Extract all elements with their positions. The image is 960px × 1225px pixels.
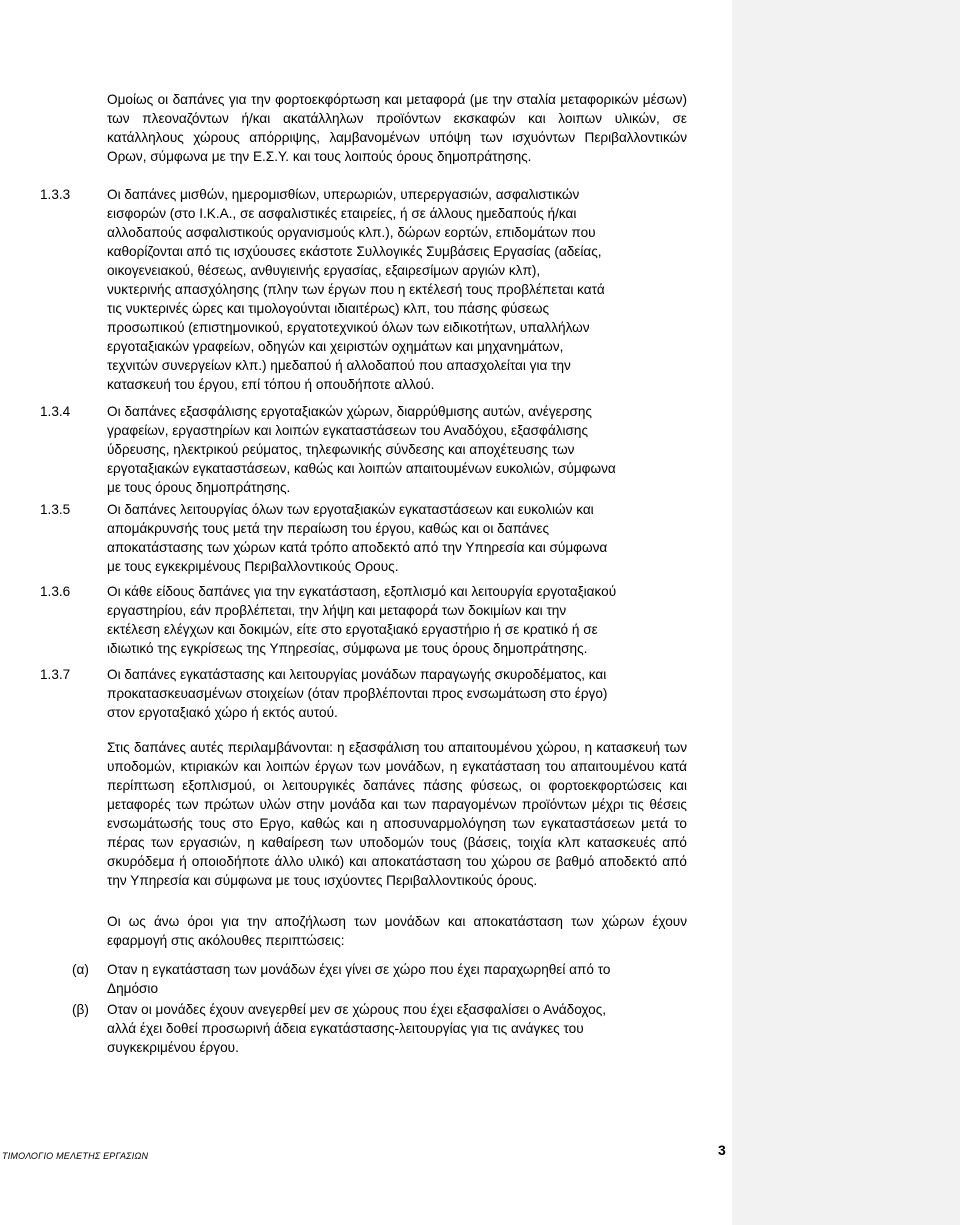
text-line: αλλοδαπούς ασφαλιστικούς οργανισμούς κλπ.), δώρων εορτών, επιδομάτων που <box>107 225 596 240</box>
text-line: Οι δαπάνες εξασφάλισης εργοταξιακών χώρων, διαρρύθμισης αυτών, ανέγερσης <box>107 404 592 419</box>
item-number: 1.3.6 <box>40 584 71 599</box>
terms-paragraph: Οι ως άνω όροι για την αποζήλωση των μονάδων και αποκατάσταση των χώρων έχουν εφαρμογή στις ακόλουθες περιπτώσεις: <box>107 914 687 948</box>
text-line: καθορίζονται από τις ισχύουσες εκάστοτε Συλλογικές Συμβάσεις Εργασίας (αδείας, <box>107 244 602 259</box>
list-item-1-3-6 <box>107 582 687 658</box>
text-line: τις νυκτερινές ώρες και τιμολογούνται ιδιαιτέρως) κλπ, του πάσης φύσεως <box>107 301 550 316</box>
page-number: 3 <box>718 1142 726 1158</box>
text-line: απομάκρυνσής τους μετά την περαίωση του έργου, καθώς και οι δαπάνες <box>107 521 550 536</box>
text-line: προσωπικού (επιστημονικού, εργατοτεχνικού όλων των ειδικοτήτων, υπαλλήλων <box>107 320 590 335</box>
comment-margin-pane <box>732 0 960 1225</box>
item-number: 1.3.3 <box>40 187 71 202</box>
text-line: αλλά έχει δοθεί προσωρινή άδεια εγκατάστασης-λειτουργίας για τις ανάγκες του <box>107 1021 584 1036</box>
text-line: συγκεκριμένου έργου. <box>107 1040 239 1055</box>
list-item-1-3-4 <box>107 402 687 497</box>
text-line: νυκτερινής απασχόλησης (πλην των έργων που η εκτέλεσή τους προβλέπεται κατά <box>107 282 605 297</box>
text-line: αποκατάστασης των χώρων κατά τρόπο αποδεκτό από την Υπηρεσία και σύμφωνα <box>107 540 608 555</box>
text-line: οικογενειακού, θέσεως, ανθυγιεινής εργασίας, εξαιρεσίμων αργιών κλπ), <box>107 263 541 278</box>
text-line: προκατασκευασμένων στοιχείων (όταν προβλέπονται προς ενσωμάτωση στο έργο) <box>107 686 608 701</box>
footer-title: ΤΙΜΟΛΟΓΙΟ ΜΕΛΕΤΗΣ ΕΡΓΑΣΙΩΝ <box>2 1151 149 1161</box>
case-beta <box>107 1000 687 1057</box>
text-line: Οταν η εγκατάσταση των μονάδων έχει γίνει σε χώρο που έχει παραχωρηθεί από το <box>107 962 611 977</box>
text-line: εργαστηρίου, εάν προβλέπεται, την λήψη και μεταφορά των δοκιμίων και την <box>107 603 567 618</box>
list-item-1-3-7 <box>107 665 687 722</box>
text-line: Οι δαπάνες μισθών, ημερομισθίων, υπερωριών, υπερεργασιών, ασφαλιστικών <box>107 187 580 202</box>
text-line: Οι δαπάνες εγκατάστασης και λειτουργίας μονάδων παραγωγής σκυροδέματος, και <box>107 667 607 682</box>
text-line: στον εργοταξιακό χώρο ή εκτός αυτού. <box>107 705 338 720</box>
item-number: 1.3.7 <box>40 667 71 682</box>
item-number: 1.3.5 <box>40 502 71 517</box>
intro-paragraph: Ομοίως οι δαπάνες για την φορτοεκφόρτωση και μεταφορά (με την σταλία μεταφορικών μέσων) των πλεοναζόντων ή/και ακατάλληλων προϊόντων εκσκαφών και λοιπων υλικών, σε κατάλληλους χώρους απόρριψης, λαμβανομένων υπόψη των ισχυόντων Περιβαλλοντικών Ορων, σύμφωνα με την Ε.Σ.Υ. και τους λοιπούς όρους δημοπράτησης. <box>107 92 687 164</box>
text-line: Δημόσιο <box>107 981 159 996</box>
text-line: εκτέλεση ελέγχων και δοκιμών, είτε στο εργοταξιακό εργαστήριο ή σε κρατικό ή σε <box>107 622 598 637</box>
text-line: εργοταξιακών εγκαταστάσεων, καθώς και λοιπών απαιτουμένων ευκολιών, σύμφωνα <box>107 461 616 476</box>
item-number: 1.3.4 <box>40 404 71 419</box>
case-label: (β) <box>72 1002 89 1017</box>
text-line: τεχνιτών συνεργείων κλπ.) ημεδαπού ή αλλοδαπού που απασχολείται για την <box>107 358 571 373</box>
text-line: εισφορών (στο Ι.Κ.Α., σε ασφαλιστικές εταιρείες, ή σε άλλους ημεδαπούς ή/και <box>107 206 577 221</box>
text-line: ιδιωτικό της εγκρίσεως της Υπηρεσίας, σύμφωνα με τους όρους δημοπράτησης. <box>107 641 588 656</box>
text-line: Οι δαπάνες λειτουργίας όλων των εργοταξιακών εγκαταστάσεων και ευκολιών και <box>107 502 594 517</box>
text-line: με τους εγκεκριμένους Περιβαλλοντικούς Ορους. <box>107 559 399 574</box>
list-item-1-3-3 <box>107 185 687 394</box>
text-line: Οταν οι μονάδες έχουν ανεγερθεί μεν σε χώρους που έχει εξασφαλίσει ο Ανάδοχος, <box>107 1002 607 1017</box>
text-line: Οι κάθε είδους δαπάνες για την εγκατάσταση, εξοπλισμό και λειτουργία εργοταξιακού <box>107 584 617 599</box>
case-label: (α) <box>72 962 89 977</box>
text-line: κατασκευή του έργου, επί τόπου ή οπουδήποτε αλλού. <box>107 377 435 392</box>
expenses-paragraph: Στις δαπάνες αυτές περιλαμβάνονται: η εξασφάλιση του απαιτουμένου χώρου, η κατασκευή των υποδομών, κτιριακών και λοιπών έργων των μονάδων, η εγκατάσταση του απαιτουμένου κατά περίπτωση εξοπλισμού, οι λειτουργικές δαπάνες πάσης φύσεως, οι φορτοεκφορτώσεις και μεταφορές των πρώτων υλών στην μονάδα και των παραγομένων προϊόντων μέχρι τις θέσεις ενσωμάτωσής τους στο Εργο, καθώς και η αποσυναρμολόγηση των εγκαταστάσεων μετά το πέρας των εργασιών, η καθαίρεση των υποδομών τους (βάσεις, τοιχία κλπ κατασκευές από σκυρόδεμα ή οποιοδήποτε άλλο υλικό) και αποκατάσταση του χώρου σε βαθμό αποδεκτό από την Υπηρεσία και σύμφωνα με τους ισχύοντες Περιβαλλοντικούς όρους. <box>107 740 687 888</box>
text-line: με τους όρους δημοπράτησης. <box>107 480 291 495</box>
text-line: ύδρευσης, ηλεκτρικού ρεύματος, τηλεφωνικής σύνδεσης και αποχέτευσης των <box>107 442 575 457</box>
case-alpha <box>107 960 687 998</box>
text-line: εργοταξιακών γραφείων, οδηγών και χειριστών οχημάτων και μηχανημάτων, <box>107 339 564 354</box>
list-item-1-3-5 <box>107 500 687 576</box>
text-line: γραφείων, εργαστηρίων και λοιπών εγκαταστάσεων του Αναδόχου, εξασφάλισης <box>107 423 589 438</box>
